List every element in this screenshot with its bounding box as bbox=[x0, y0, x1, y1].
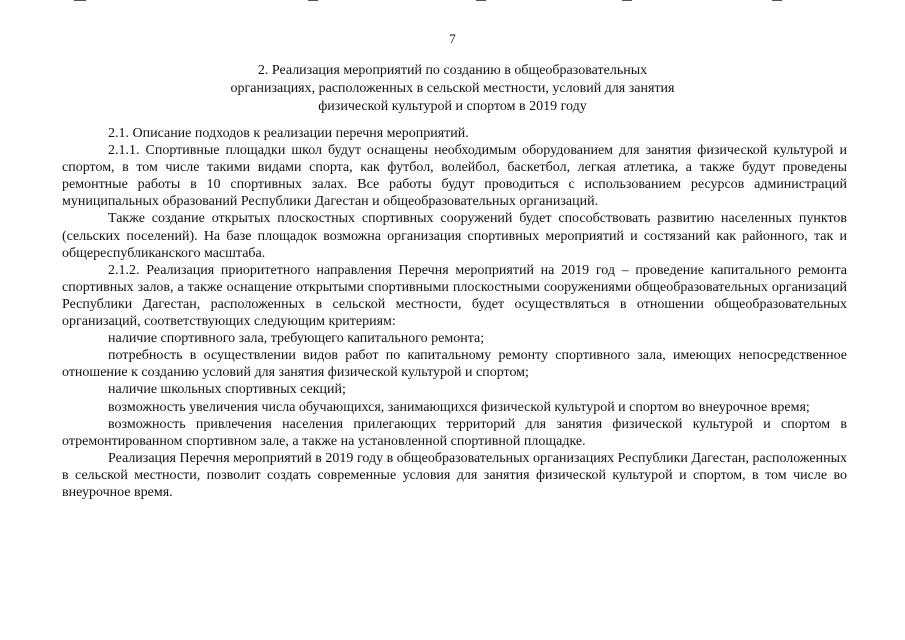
heading-line-2: организациях, расположенных в сельской местности, условий для занятия bbox=[230, 81, 675, 96]
criterion-2: потребность в осуществлении видов работ по капитальному ремонту спортивного зала, имеющих непосредственное отношение к созданию условий для занятия физической культурой и спортом; bbox=[62, 348, 847, 381]
criterion-5: возможность привлечения населения прилегающих территорий для занятия физической культурой и спортом в отремонтированном спортивном зале, а также на установленной спортивной площадке. bbox=[62, 416, 847, 449]
paragraph-conclusion: Реализация Перечня мероприятий в 2019 году в общеобразовательных организациях Республики Дагестан, расположенных в сельской местности, позволит создать современные условия для занятия физической культурой и спортом, в том числе во внеурочное время. bbox=[62, 450, 847, 500]
paragraph-2-1-2: 2.1.2. Реализация приоритетного направления Перечня мероприятий на 2019 год – проведение капитального ремонта спортивных залов, а также оснащение открытыми спортивными плоскостными сооружениями общеобразовательных организаций Республики Дагестан, расположенных в сельской местности, будет осуществляться в отношении общеобразовательных организаций, соответствующих следующим критериям: bbox=[62, 262, 847, 330]
criterion-1: наличие спортивного зала, требующего капитального ремонта; bbox=[108, 331, 485, 347]
criterion-3: наличие школьных спортивных секций; bbox=[108, 382, 346, 398]
paragraph-2-1: 2.1. Описание подходов к реализации перечня мероприятий. bbox=[108, 126, 469, 141]
paragraph-2-1-1: 2.1.1. Спортивные площадки школ будут оснащены необходимым оборудованием для занятия физической культурой и спортом, в том числе такими видами спорта, как футбол, волейбол, баскетбол, легкая атлетика, а также будут проведены ремонтные работы в 10 спортивных залах. Все работы будут проводиться с использованием ресурсов администраций муниципальных образований Республики Дагестан и общеобразовательных организаций. bbox=[62, 143, 847, 210]
heading-line-3: физической культурой и спортом в 2019 году bbox=[318, 99, 587, 114]
scan-artifact bbox=[74, 0, 86, 1]
paragraph-sports-facilities: Также создание открытых плоскостных спортивных сооружений будет способствовать развитию населенных пунктов (сельских поселений). На базе площадок возможна организация спортивных мероприятий и состязаний как районного, так и общереспубликанского масштаба. bbox=[62, 211, 847, 261]
heading-line-1: 2. Реализация мероприятий по созданию в общеобразовательных bbox=[257, 63, 648, 78]
criterion-4: возможность увеличения числа обучающихся, занимающихся физической культурой и спортом во внеурочное время; bbox=[108, 399, 810, 415]
page-number: 7 bbox=[449, 31, 456, 46]
scan-artifact bbox=[308, 0, 318, 1]
scan-artifact bbox=[772, 0, 782, 1]
scan-artifact bbox=[476, 0, 486, 1]
document-body bbox=[62, 125, 847, 501]
scan-artifact bbox=[622, 0, 632, 1]
section-heading bbox=[180, 62, 725, 116]
